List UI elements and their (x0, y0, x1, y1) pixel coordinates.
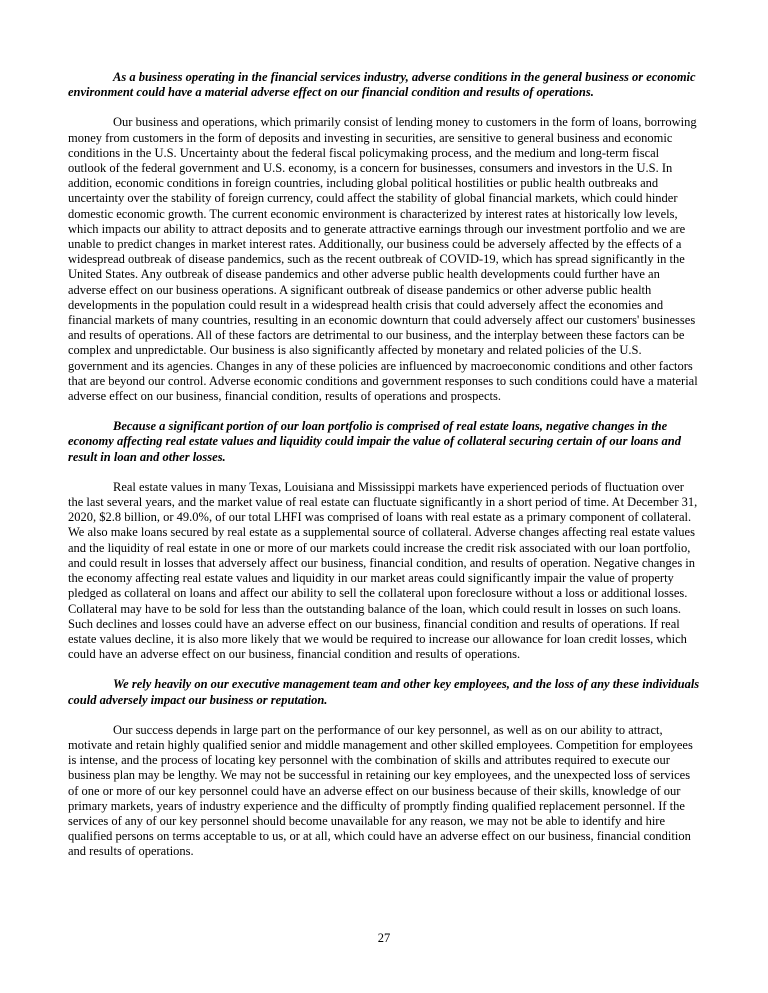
risk-paragraph-real-estate: Real estate values in many Texas, Louisiana and Mississippi markets have experienced periods of fluctuation over the last several years, and the market value of real estate can fluctuate significantly in a short period of time. At December 31, 2020, $2.8 billion, or 49.0%, of our total LHFI was comprised of loans with real estate as a primary component of collateral. We also make loans secured by real estate as a supplemental source of collateral. Adverse changes affecting real estate values and the liquidity of real estate in one or more of our markets could increase the credit risk associated with our loan portfolio, and could result in losses that adversely affect our business, financial condition, and results of operation. Negative changes in the economy affecting real estate values and liquidity in our market areas could significantly impair the value of property pledged as collateral on loans and affect our ability to sell the collateral upon foreclosure without a loss or additional losses. Collateral may have to be sold for less than the outstanding balance of the loan, which could result in losses on such loans. Such declines and losses could have an adverse effect on our business, financial condition and results of operations. If real estate values decline, it is also more likely that we would be required to increase our allowance for loan credit losses, which could have an adverse effect on our business, financial condition and results of operations. (68, 479, 698, 662)
risk-heading-key-employees: We rely heavily on our executive management team and other key employees, and the loss of any these individuals could adversely impact our business or reputation. (68, 677, 700, 707)
page-number: 27 (377, 931, 391, 945)
risk-factor-section-key-employees (68, 677, 700, 859)
risk-heading-real-estate: Because a significant portion of our loan portfolio is comprised of real estate loans, negative changes in the economy affecting real estate values and liquidity could impair the value of collateral securing certain of our loans and result in loan and other losses. (68, 419, 681, 464)
page-footer (0, 931, 768, 946)
risk-factor-section-real-estate (68, 419, 700, 662)
risk-factor-section-financial-services (68, 70, 700, 404)
risk-paragraph-financial-services: Our business and operations, which primarily consist of lending money to customers in the form of loans, borrowing money from customers in the form of deposits and investing in securities, are sensitive to general business and economic conditions in the U.S. Uncertainty about the federal fiscal policymaking process, and the medium and long-term fiscal outlook of the federal government and U.S. economy, is a concern for businesses, consumers and investors in the U.S. In addition, economic conditions in foreign countries, including global political hostilities or public health outbreaks and uncertainty over the stability of foreign currency, could affect the stability of global financial markets, which could hinder domestic economic growth. The current economic environment is characterized by interest rates at historically low levels, which impacts our ability to attract deposits and to generate attractive earnings through our investment portfolio and we are unable to predict changes in market interest rates. Additionally, our business could be adversely affected by the effects of a widespread outbreak of disease pandemics, such as the recent outbreak of COVID-19, which has spread significantly in the United States. Any outbreak of disease pandemics and other adverse public health developments could further have an adverse effect on our business operations. A significant outbreak of disease pandemics or other adverse public health developments in the population could result in a widespread health crisis that could adversely affect the economies and financial markets of many countries, resulting in an economic downturn that could adversely affect our customers' businesses and results of operations. All of these factors are detrimental to our business, and the interplay between these factors can be complex and unpredictable. Our business is also significantly affected by monetary and related policies of the U.S. government and its agencies. Changes in any of these policies are influenced by macroeconomic conditions and other factors that are beyond our control. Adverse economic conditions and government responses to such conditions could have a material adverse effect on our business, financial condition, results of operations and prospects. (68, 115, 698, 404)
risk-paragraph-key-employees: Our success depends in large part on the performance of our key personnel, as well as on our ability to attract, motivate and retain highly qualified senior and middle management and other skilled employees. Competition for employees is intense, and the process of locating key personnel with the combination of skills and attributes required to execute our business plan may be lengthy. We may not be successful in retaining our key employees, and the unexpected loss of services of one or more of our key personnel could have an adverse effect on our business because of their skills, knowledge of our primary markets, years of industry experience and the difficulty of promptly finding qualified replacement personnel. If the services of any of our key personnel should become unavailable for any reason, we may not be able to identify and hire qualified persons on terms acceptable to us, or at all, which could have an adverse effect on our business, financial condition and results of operations. (68, 722, 693, 859)
risk-heading-financial-services: As a business operating in the financial services industry, adverse conditions in the general business or economic environment could have a material adverse effect on our financial condition and results of operations. (68, 70, 696, 100)
page-content (68, 70, 700, 875)
